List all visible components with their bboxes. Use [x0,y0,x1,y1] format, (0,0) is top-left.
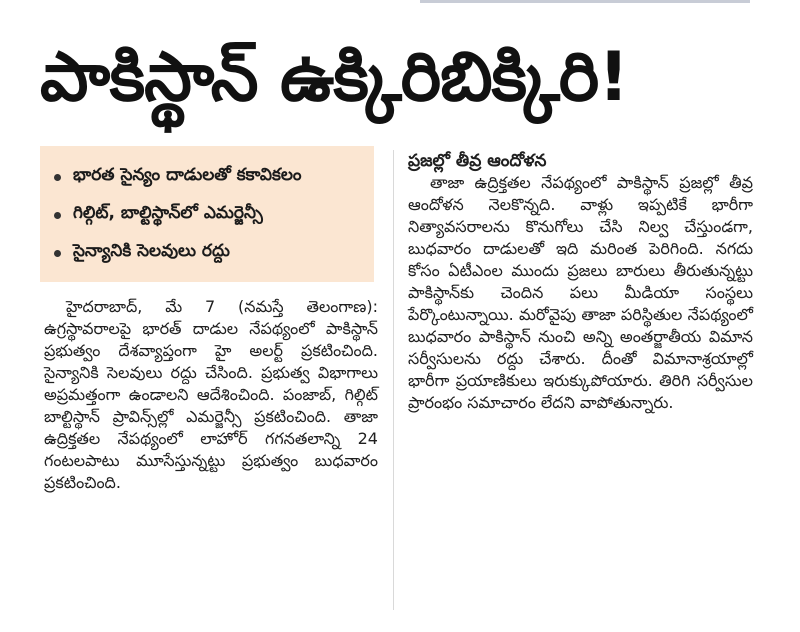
right-column-text: తాజా ఉద్రిక్తతల నేపథ్యంలో పాకిస్థాన్ ప్రజల్లో తీవ్ర ఆందోళన నెలకొన్నది. వాళ్లు ఇప్పటికే భారీగా నిత్యావసరాలను కొనుగోలు చేసి నిల్వ చేస్తుండగా, బుధవారం దాడులతో ఇది మరింత పెరిగింది. నగదు కోసం ఏటీఎంల ముందు ప్రజలు బారులు తీరుతున్నట్టు పాకిస్థాన్‌కు చెందిన పలు మీడియా సంస్థలు పేర్కొంటున్నాయి. మరోవైపు తాజా పరిస్థితుల నేపథ్యంలో బుధవారం పాకిస్థాన్ నుంచి అన్ని అంతర్జాతీయ విమాన సర్వీసులను రద్దు చేశారు. దీంతో విమానాశ్రయాల్లో భారీగా ప్రయాణికులు ఇరుక్కుపోయారు. తిరిగి సర్వీసుల ప్రారంభం సమాచారం లేదని వాపోతున్నారు. [408,173,753,412]
headline: పాకిస్థాన్ ఉక్కిరిబిక్కిరి! [40,38,629,117]
bullet-icon [54,174,61,181]
right-column [408,150,753,414]
column-divider [393,150,394,610]
top-rule [420,0,750,3]
highlight-item [54,158,364,196]
bullet-icon [54,250,61,257]
left-column-text: హైదరాబాద్, మే 7 (నమస్తే తెలంగాణ): ఉగ్రస్థావరాలపై భారత్ దాడుల నేపథ్యంలో పాకిస్థాన్ ప్రభుత్వం దేశవ్యాప్తంగా హై అలర్ట్ ప్రకటించింది. సైన్యానికి సెలవులు రద్దు చేసింది. ప్రభుత్వ విభాగాలు అప్రమత్తంగా ఉండాలని ఆదేశించింది. పంజాబ్, గిల్గిట్ బాల్టిస్థాన్ ప్రావిన్స్‌ల్లో ఎమర్జెన్సీ ప్రకటించింది. తాజా ఉద్రిక్తతల నేపథ్యంలో లాహోర్ గగనతలాన్ని 24 గంటలపాటు మూసేస్తున్నట్టు ప్రభుత్వం బుధవారం ప్రకటించింది. [44,297,378,492]
bullet-icon [54,212,61,219]
highlight-item [54,234,364,272]
highlight-item [54,196,364,234]
subheading: ప్రజల్లో తీవ్ర ఆందోళన [408,151,547,171]
highlight-text: గిల్గిట్, బాల్టిస్థాన్‌లో ఎమర్జెన్సీ [73,203,263,223]
left-column [44,296,378,494]
highlight-text: సైన్యానికి సెలవులు రద్దు [73,241,230,261]
highlight-text: భారత సైన్యం దాడులతో కకావికలం [73,165,302,185]
highlights-box [40,146,374,282]
